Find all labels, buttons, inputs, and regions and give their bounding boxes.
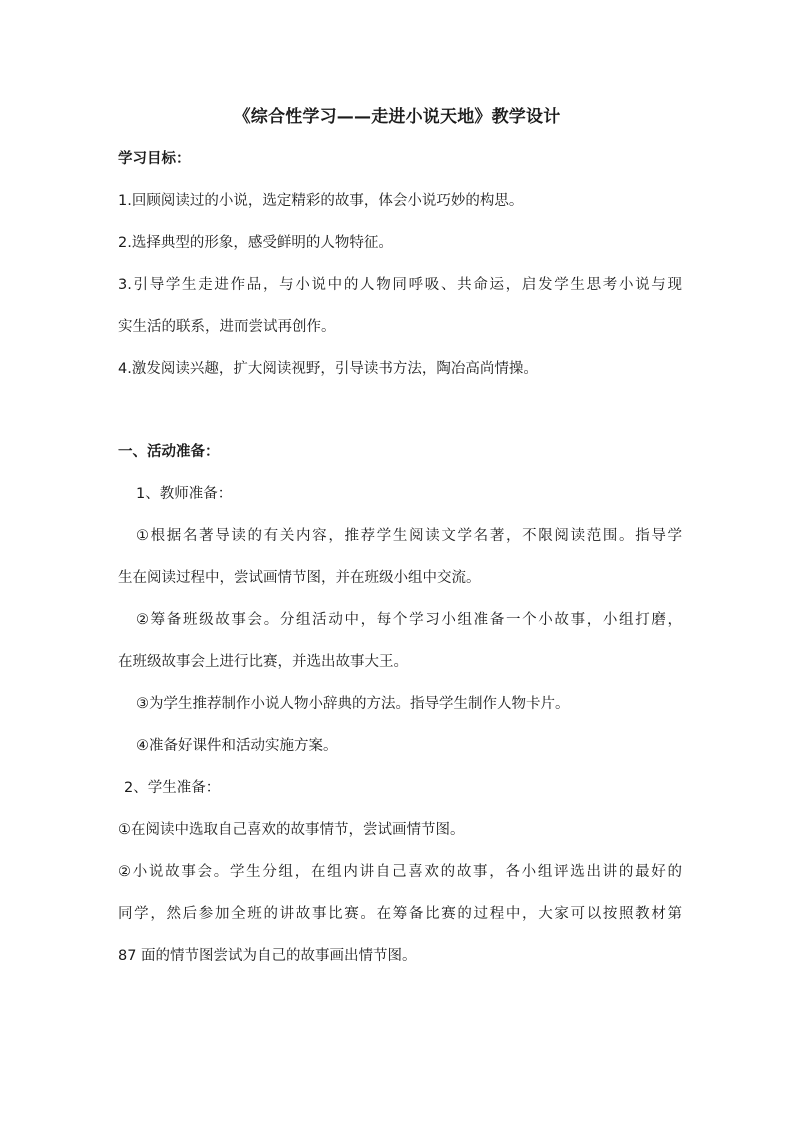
teacher-prep-item-1-line-2: 生在阅读过程中，尝试画情节图，并在班级小组中交流。 bbox=[118, 570, 481, 586]
teacher-prep-item-2-line-2: 在班级故事会上进行比赛，并选出故事大王。 bbox=[118, 654, 408, 670]
student-prep-item-2-line-3: 87 面的情节图尝试为自己的故事画出情节图。 bbox=[118, 948, 417, 964]
teacher-prep-item-3: ③为学生推荐制作小说人物小辞典的方法。指导学生制作人物卡片。 bbox=[136, 696, 570, 712]
objective-item-2: 2.选择典型的形象，感受鲜明的人物特征。 bbox=[118, 235, 393, 251]
section-1-heading: 一、活动准备： bbox=[118, 444, 220, 460]
objective-item-4: 4.激发阅读兴趣，扩大阅读视野，引导读书方法，陶冶高尚情操。 bbox=[118, 361, 538, 377]
student-prep-item-1: ①在阅读中选取自己喜欢的故事情节，尝试画情节图。 bbox=[118, 822, 465, 838]
objectives-heading: 学习目标： bbox=[118, 151, 191, 167]
student-prep-heading: 2、学生准备： bbox=[124, 780, 221, 796]
objective-item-3-line-1: 3.引导学生走进作品，与小说中的人物同呼吸、共命运，启发学生思考小说与现 bbox=[118, 277, 682, 293]
document-title: 《综合性学习——走进小说天地》教学设计 bbox=[233, 107, 561, 127]
student-prep-item-2-line-2: 同学，然后参加全班的讲故事比赛。在筹备比赛的过程中，大家可以按照教材第 bbox=[118, 906, 682, 922]
teacher-prep-item-2-line-1: ②筹备班级故事会。分组活动中，每个学习小组准备一个小故事，小组打磨， bbox=[136, 612, 682, 628]
teacher-prep-heading: 1、教师准备： bbox=[136, 486, 233, 502]
teacher-prep-item-4: ④准备好课件和活动实施方案。 bbox=[136, 738, 338, 754]
student-prep-item-2-line-1: ②小说故事会。学生分组，在组内讲自己喜欢的故事，各小组评选出讲的最好的 bbox=[118, 864, 682, 880]
teacher-prep-item-1-line-1: ①根据名著导读的有关内容，推荐学生阅读文学名著，不限阅读范围。指导学 bbox=[136, 528, 682, 544]
objective-item-3-line-2: 实生活的联系，进而尝试再创作。 bbox=[118, 319, 336, 335]
objective-item-1: 1.回顾阅读过的小说，选定精彩的故事，体会小说巧妙的构思。 bbox=[118, 193, 524, 209]
